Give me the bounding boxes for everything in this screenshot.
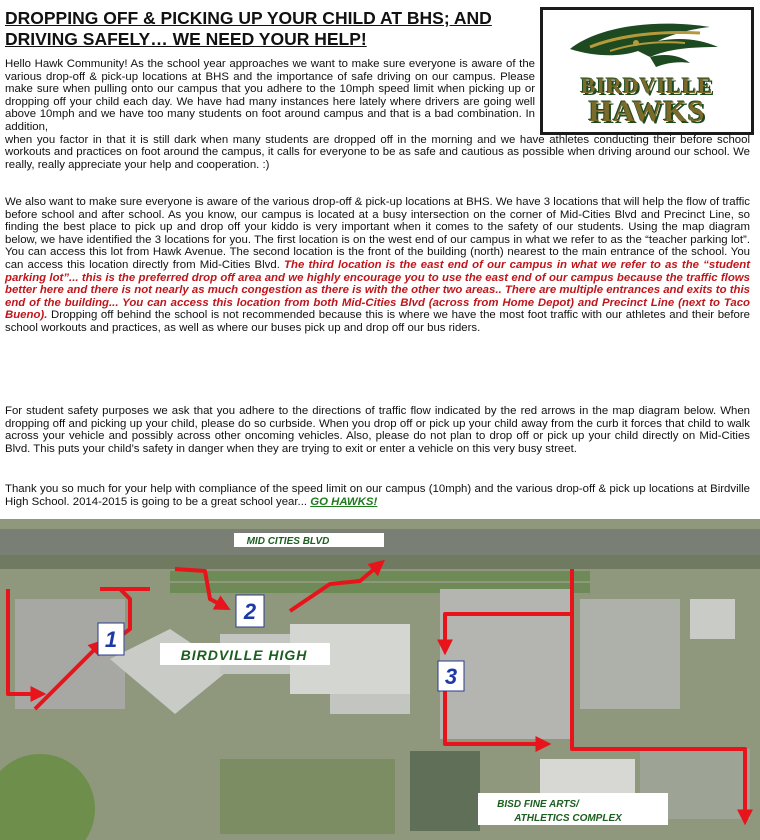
logo-wordmark-line1: BIRDVILLE xyxy=(580,73,714,98)
paragraph2-text: We also want to make sure everyone is aware of the various drop-off & pick-up locations at BHS. We have 3 locations that will help the flow of traffic before school and after school. As you know, our campus is located at a busy intersection on the corner of Mid-Cities Blvd and Precinct Line, so finding the best place to pick up and drop off your kiddo is very important when it comes to the safety of our students. Using the map diagram below, we have identified the 3 locations for you. The first location is on the west end of our campus in what we refer to as the “teacher parking lot”. You can access this lot from Hawk Avenue. The second location is the front of the building (north) nearest to the main entrance of the school. You can access this location directly from Mid-Cities Blvd. xyxy=(5,196,750,271)
marker3-label: 3 xyxy=(444,664,458,689)
complex-label-box xyxy=(478,793,668,825)
mid-cities-blvd-label: MID CITIES BLVD xyxy=(246,536,330,547)
location-marker-1 xyxy=(98,623,124,655)
road-label-box xyxy=(234,533,384,547)
campus-map-graphic xyxy=(0,519,760,840)
paragraph1-narrow-text: Hello Hawk Community! As the school year approaches we want to make sure everyone is aware of the various drop-off & pick-up locations at BHS and the importance of safe driving on our campus. Please make sure when pulling onto our campus that you adhere to the 10mph speed limit when picking up or dropping off your child each day. We have had many instances here lately where drivers are going well above 10mph and we have too many students on foot around campus and that is a bad combination. In addition, xyxy=(5,58,535,133)
birdville-high-label: BIRDVILLE HIGH xyxy=(180,647,308,663)
logo-wordmark-line2: HAWKS xyxy=(588,95,706,128)
paragraph-speed-limit xyxy=(5,58,750,171)
complex-label-line2: ATHLETICS COMPLEX xyxy=(514,813,622,824)
go-hawks-link: GO HAWKS! xyxy=(310,495,378,508)
paragraph-thank-you xyxy=(5,483,750,508)
location-marker-2 xyxy=(236,595,264,627)
marker2-label: 2 xyxy=(243,599,257,624)
paragraph-student-safety: For student safety purposes we ask that you adhere to the directions of traffic flow indicated by the red arrows in the map diagram below. When dropping off and picking up your child, please do so curbside. When you drop off or pick up your child away from the curb it forces that child to walk across your vehicle and possibly across other oncoming vehicles. Also, please do not plan to drop off or pick up your child directly on Mid-Cities Blvd. This puts your child’s safety in danger when they are trying to exit or enter a vehicle on this very busy street. xyxy=(5,405,750,455)
school-label-box xyxy=(160,643,330,665)
page-title: DROPPING OFF & PICKING UP YOUR CHILD AT BHS; AND DRIVING SAFELY… WE NEED YOUR HELP! xyxy=(5,8,492,49)
campus-map xyxy=(0,519,760,840)
paragraph2-text-after: Dropping off behind the school is not recommended because this is where we have the most foot traffic with our athletes and their before school workouts and practices, as well as where our buses pick up and drop off our bus riders. xyxy=(5,309,750,334)
location-marker-3 xyxy=(438,661,464,691)
paragraph4-text: Thank you so much for your help with compliance of the speed limit on our campus (10mph) and the various drop-off & pick up locations at Birdville High School. 2014-2015 is going to be a great school year... xyxy=(5,483,750,508)
paragraph1-wide-text: when you factor in that it is still dark when many students are dropped off in the morning and we have athletes conducting their before school workouts and practices on foot around the campus, it calls for everyone to be as safe and cautious as possible when driving around our school. We really, really appreciate your help and cooperation. :) xyxy=(5,133,750,171)
preferred-location-notice: The third location is the east end of our campus in what we refer to as the “student parking lot”... this is the preferred drop off area and we highly encourage you to use the east end of our campus because the traffic flows better here and there is not nearly as much congestion as there is with the other two areas.. There are multiple entrances and exits to this end of the building... You can access this location from both Mid-Cities Blvd (across from Home Depot) and Precinct Line (next to Taco Bueno). xyxy=(5,258,750,322)
marker1-label: 1 xyxy=(104,627,118,652)
paragraph-locations xyxy=(5,196,750,335)
complex-label-line1: BISD FINE ARTS/ xyxy=(497,799,579,810)
